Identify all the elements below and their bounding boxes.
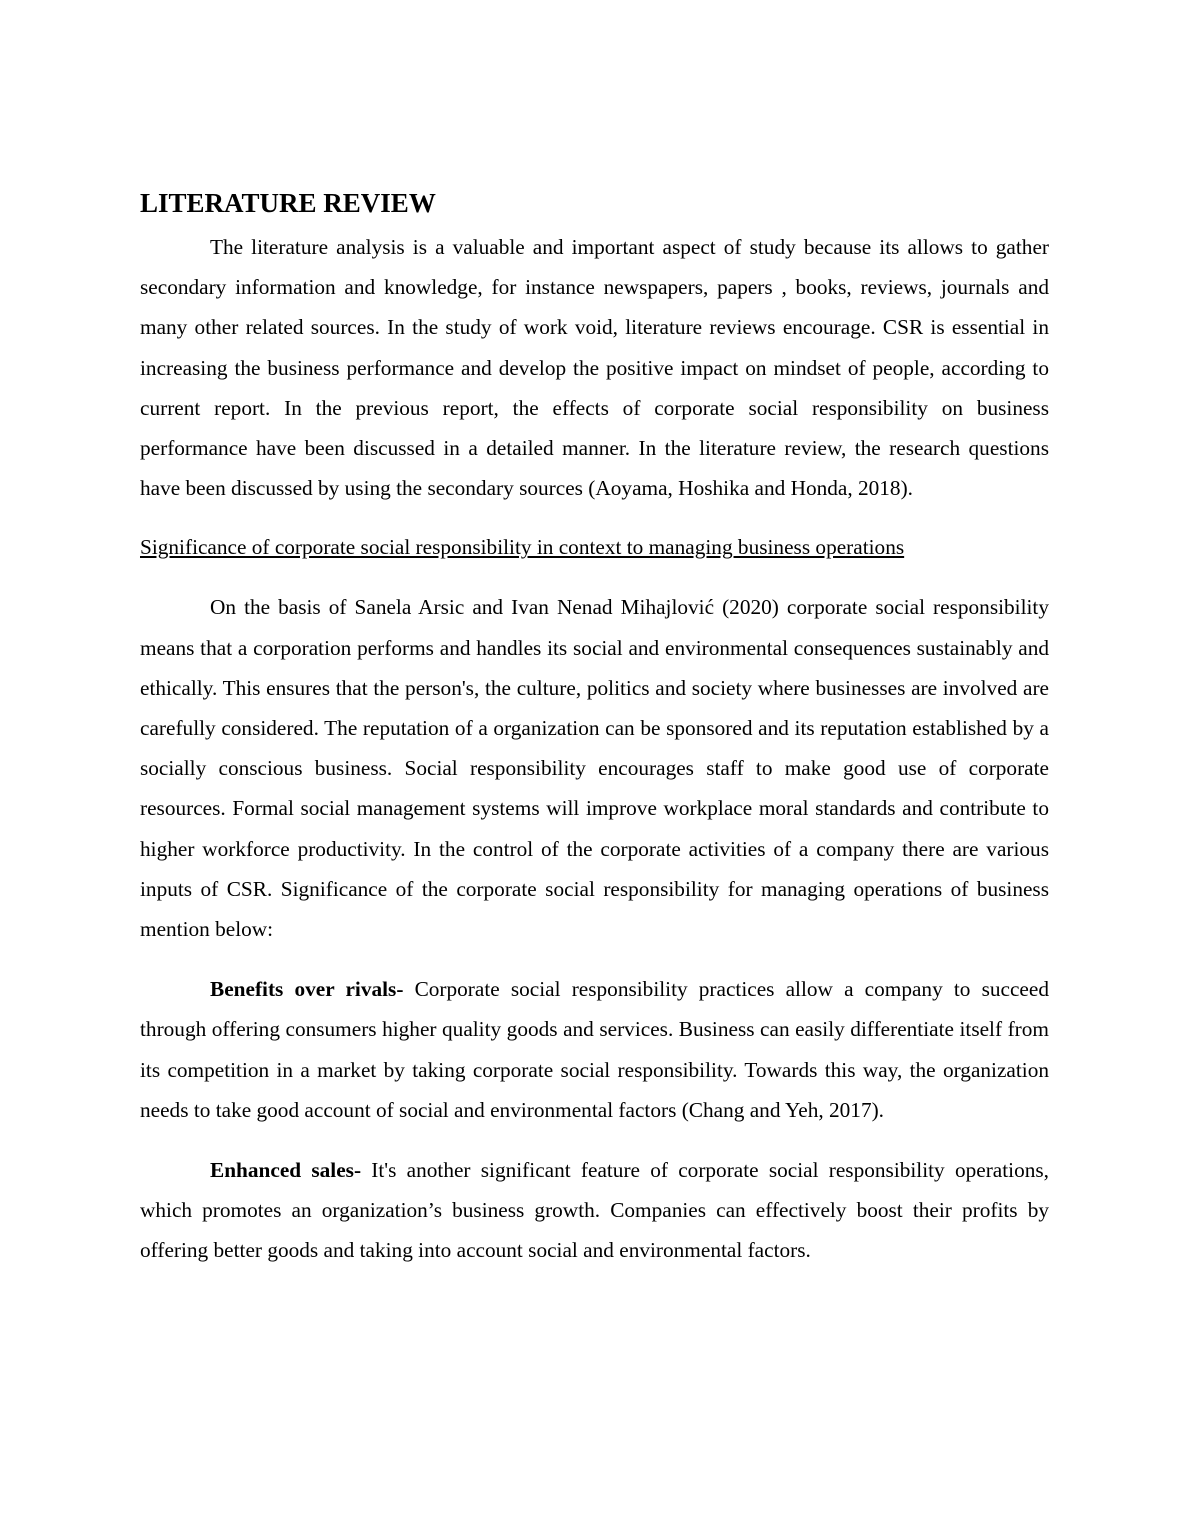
intro-paragraph: The literature analysis is a valuable and important aspect of study because its allows to gather secondary information and knowledge, for instance newspapers, papers , books, reviews, journals and many other related sources. In the study of work void, literature reviews encourage. CSR is essential in increasing the business performance and develop the positive impact on mindset of people, according to current report. In the previous report, the effects of corporate social responsibility on business performance have been discussed in a detailed manner. In the literature review, the research questions have been discussed by using the secondary sources (Aoyama, Hoshika and Honda, 2018). [140,235,1049,501]
significance-paragraph: On the basis of Sanela Arsic and Ivan Nenad Mihajlović (2020) corporate social responsibility means that a corporation performs and handles its social and environmental consequences sustainably and ethically. This ensures that the person's, the culture, politics and society where businesses are involved are carefully considered. The reputation of a organization can be sponsored and its reputation established by a socially conscious business. Social responsibility encourages staff to make good use of corporate resources. Formal social management systems will improve workplace moral standards and contribute to higher workforce productivity. In the control of the corporate activities of a company there are various inputs of CSR. Significance of the corporate social responsibility for managing operations of business mention below: [140,595,1049,942]
page-content [140,183,1049,1271]
sales-text: It's another significant feature of corporate social responsibility operations, which promotes an organization’s business growth. Companies can effectively boost their profits by offering better goods and taking into account social and environmental factors. [140,1158,1049,1263]
section-title: LITERATURE REVIEW [140,188,436,218]
benefits-lead: Benefits over rivals- [210,977,404,1002]
sales-lead: Enhanced sales- [210,1158,362,1183]
benefits-paragraph [140,969,1049,1130]
subsection-heading: Significance of corporate social responsibility in context to managing business operations [140,535,905,560]
benefits-text: Corporate social responsibility practices allow a company to succeed through offering consumers higher quality goods and services. Business can easily differentiate itself from its competition in a market by taking corporate social responsibility. Towards this way, the organization needs to take good account of social and environmental factors (Chang and Yeh, 2017). [140,977,1049,1122]
sales-paragraph [140,1150,1049,1271]
